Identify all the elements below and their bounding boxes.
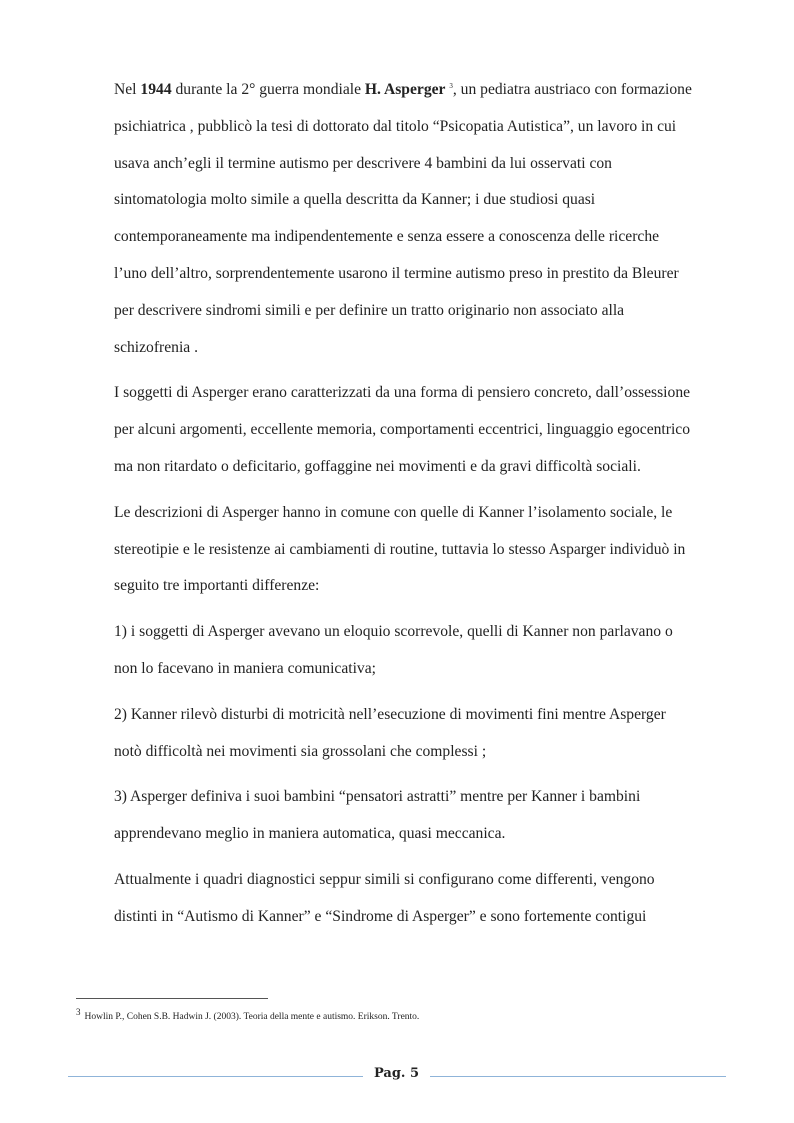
paragraph-asperger-intro: [114, 72, 694, 366]
text-run: durante la 2° guerra mondiale: [171, 81, 365, 98]
author-name: H. Asperger: [364, 81, 446, 98]
footnote-number: 3: [76, 1007, 81, 1017]
footnote: [76, 1007, 716, 1023]
text-run: , un pediatra austriaco con formazione psichiatrica , pubblicò la tesi di dottorato dal titolo “Psicopatia Autistica”, un lavoro in cui usava anch’egli il termine autismo per descrivere 4 bambini da lui osservati con sintomatologia molto simile a quella descritta da Kanner; i due studiosi quasi contemporaneamente ma indipendentemente e senza essere a conoscenza delle ricerche l’uno dell’altro, sorprendentemente usarono il termine autismo preso in prestito da Bleurer per descrivere sindromi simili e per definire un tratto originario non associato alla schizofrenia .: [114, 81, 692, 356]
list-item-difference-2: 2) Kanner rilevò disturbi di motricità nell’esecuzione di movimenti fini mentre Asperger notò difficoltà nei movimenti sia grossolani che complessi ;: [114, 705, 666, 760]
paragraph-comparison: Le descrizioni di Asperger hanno in comune con quelle di Kanner l’isolamento sociale, le stereotipie e le resistenze ai cambiamenti di routine, tuttavia lo stesso Asparger individuò in seguito tre importanti differenze:: [114, 503, 686, 595]
list-item-difference-3: 3) Asperger definiva i suoi bambini “pensatori astratti” mentre per Kanner i bambini apprendevano meglio in maniera automatica, quasi meccanica.: [114, 788, 641, 843]
footer-rule-right: [430, 1076, 726, 1077]
footer-rule-left: [68, 1076, 363, 1077]
year-1944: 1944: [140, 81, 172, 98]
footnote-reference: 3: [449, 81, 453, 90]
footnote-text: Howlin P., Cohen S.B. Hadwin J. (2003). Teoria della mente e autismo. Erikson. Trento.: [84, 1012, 420, 1023]
body-text: [114, 72, 694, 945]
paragraph-current-diagnosis: Attualmente i quadri diagnostici seppur simili si configurano come differenti, vengono distinti in “Autismo di Kanner” e “Sindrome di Asperger” e sono fortemente contigui: [114, 870, 655, 925]
list-item-difference-1: 1) i soggetti di Asperger avevano un eloquio scorrevole, quelli di Kanner non parlavano o non lo facevano in maniera comunicativa;: [114, 623, 673, 677]
paragraph-asperger-subjects: I soggetti di Asperger erano caratterizzati da una forma di pensiero concreto, dall’ossessione per alcuni argomenti, eccellente memoria, comportamenti eccentrici, linguaggio egocentrico ma non ritardato o deficitario, goffaggine nei movimenti e da gravi difficoltà sociali.: [114, 384, 691, 475]
footnote-divider: [76, 998, 268, 999]
text-run: Nel: [114, 81, 141, 98]
page-number: Pag. 5: [373, 1066, 420, 1081]
